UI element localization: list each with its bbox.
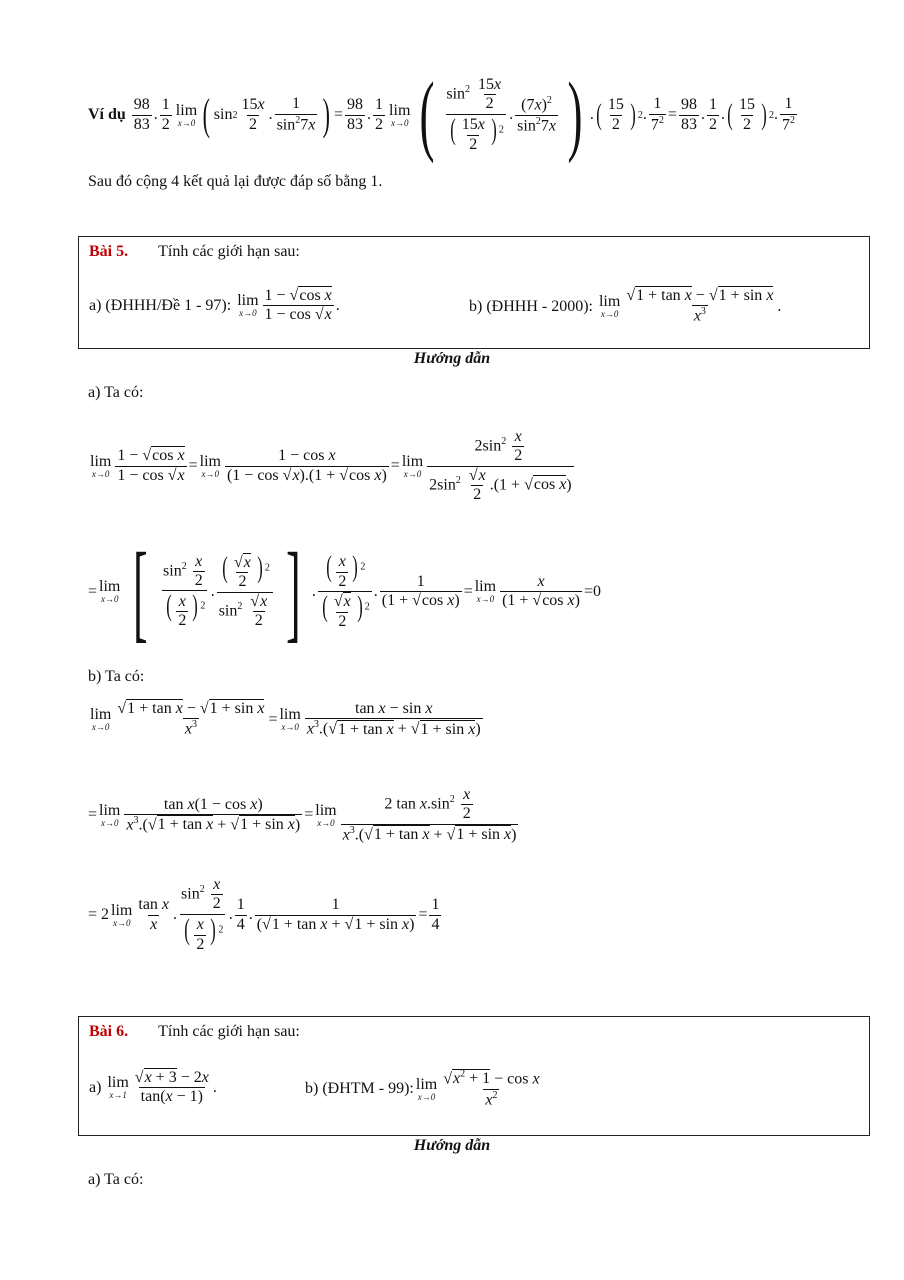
bai5-a-step2: = lim x→0 [ $\sin^2$ $\frac{x}{2}$ ( $\frac{x}{2}$ ) $^2$ . ( $\frac{√x}{2}$ ) $^2$ $\sin^2$ $\frac{√x}{2}$ ] . ( $\frac{x}{2}$ ) $^2$ ( $\frac{√x}{2}$ ) $^2$ . $\frac{1}{\text{(1 + √cos x)}}$ = lim x→0 $\frac{x}{\text{(1 + √cos x)}}$ = 0 [88,530,601,652]
bai6-prompt: Tính các giới hạn sau: [158,1023,300,1040]
bai5-a-intro: a) Ta có: [88,384,144,401]
bai5-part-a: a) (ĐHHH/Đề 1 - 97): lim x→0 $\frac{\text{1 − √cos x}}{1 - \cos √x}$ . [89,287,340,324]
bai6-part-b: b) (ĐHTM - 99): lim x→0 $\frac{√x^2 + 1 - \cos x}{x^2}$ [305,1069,540,1109]
bai5-guide-title: Hướng dẫn [413,350,491,367]
example-label: Ví dụ [88,106,126,123]
bai5-b-result: $\frac{1}{4}$ [431,896,440,933]
example-line: Ví dụ $\frac{98}{83}$ . $\frac{1}{2}$ lim x→0 ( sin 2 $\frac{15x}{2}$ . $\frac{1}{\sin^27x}$ ) = $\frac{98}{83}$ . $\frac{1}{2}$ lim x→0 ( $\sin^2$ $\frac{15x}{2}$ ( $\frac{15x}{2}$ ) $^2$ . $\frac{(7x)^2}{\sin^27x}$ ) . ( $\frac{15}{2}$ ) 2 . $\frac{1}{7^2}$ = $\frac{98}{83}$ . $\frac{1}{2}$ . ( $\frac{15}{2}$ ) 2 . $\frac{1}{7^2}$ [88,65,795,164]
bai6-title: Bài 6. [89,1023,129,1040]
bai5-b-step2: = lim x→0 $\frac{\text{tan x(1 − cos x)}}{x^3.(√1 + \tan x + √1 + \sin x)}$ = lim x→0 2 $\tan x.\sin^2$ $\frac{x}{2}$ $x^3.(√1 + \tan x + √1 + \sin x)$ [88,786,517,844]
bai6-box [78,1016,870,1136]
bai5-b-intro: b) Ta có: [88,668,145,685]
bai6-guide-title: Hướng dẫn [413,1137,491,1154]
bai5-b-step3: = 2 lim x→0 $\frac{\text{tan x}}{x}$ . $\sin^2$ $\frac{x}{2}$ ( $\frac{x}{2}$ ) $^2$ . $\frac{1}{4}$ . $\frac{1}{\text{(√1 + tan x + √1 + sin x)}}$ = $\frac{1}{4}$ [88,876,440,953]
bai5-prompt: Tính các giới hạn sau: [158,243,300,260]
bai5-a-step1: lim x→0 $\frac{\text{1 − √cos x}}{1 - \cos √x}$ = lim x→0 $\frac{\text{1 − cos x}}{\text{(1 − cos √x).(1 + √cos x)}}$ = lim x→0 $2\sin^2$ $\frac{x}{2}$ $2\sin^2$ $\frac{√x}{2}$ .(1 + √cos x) [90,428,572,504]
bai5-b-step1: lim x→0 $\frac{\text{√1 + tan x − √1 + sin x}}{x^3}$ = lim x→0 $\frac{\text{tan x − sin x}}{x^3.(√1 + \tan x + √1 + \sin x)}$ [90,700,481,738]
conclusion-text: Sau đó cộng 4 kết quả lại được đáp số bằng 1. [88,173,383,190]
bai5-part-b: b) (ĐHHH - 2000): lim x→0 $\frac{\text{√1 + tan x − √1 + sin x}}{x^3}$ . [469,287,782,325]
bai5-box [78,236,870,349]
bai6-part-a: a) lim x→1 $\frac{√x + 3 - 2x}{\tan(x - 1)}$ . [89,1069,217,1106]
bai5-title: Bài 5. [89,243,129,260]
bai5-a-result: 0 [593,582,601,600]
bai6-a-intro: a) Ta có: [88,1171,144,1188]
